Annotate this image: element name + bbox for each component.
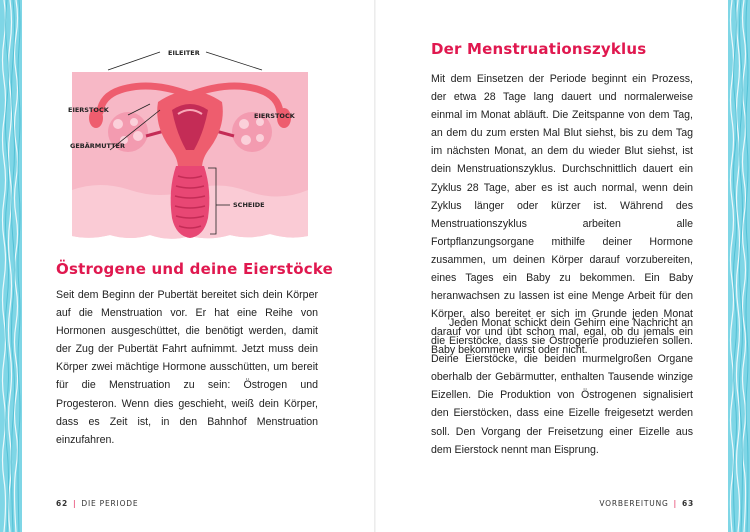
page-number-right: 63: [681, 499, 694, 508]
left-edge-pattern: [0, 0, 22, 532]
right-heading: Der Menstruationszyklus: [431, 40, 647, 58]
left-heading: Östrogene und deine Eierstöcke: [56, 260, 333, 278]
reproductive-organs-diagram: [40, 40, 340, 250]
page-number-left: 62: [56, 499, 69, 508]
vagina-shape: [171, 166, 210, 238]
left-paragraph: Seit dem Beginn der Pubertät bereitet sich dein Körper auf die Menstruation vor. Er hat eine Reihe von Hormonen ausgeschüttet, die benötigt werden, damit der Zug der Pubertät Fahrt aufnimmt. Jetzt muss dein Körper zwei mächtige Hormone ausschütten, um bereit für die Menstruation zu sein: Östrogen und Progesteron. Wenn dies geschieht, weiß dein Körper, dass es Zeit ist, in den Bahnhof Menstruation einzufahren.: [56, 289, 318, 446]
label-scheide: SCHEIDE: [233, 201, 265, 209]
section-name-right: VORBEREITUNG: [599, 499, 669, 508]
right-edge-pattern: [728, 0, 750, 532]
section-name-left: DIE PERIODE: [81, 499, 139, 508]
folio-right: [599, 499, 694, 508]
label-eierstock-left: EIERSTOCK: [68, 106, 109, 114]
right-paragraph-1: Mit dem Einsetzen der Periode beginnt ein Prozess, der etwa 28 Tage lang dauert und normalerweise einmal im Monat abläuft. Die Zeitspanne von dem Tag, an dem du zum ersten Mal Blut siehst, bis zu dem Tag im nächsten Monat, an dem du wieder Blut siehst, ist dein Menstruationszyklus. Durchschnittlich dauert ein Zyklus 28 Tage, aber es ist auch normal, wenn dein Zyklus länger oder kürzer ist. Während des Menstruationszyklus arbeiten alle Fortpflanzungsorgane mithilfe deiner Hormone zusammen, um deinen Körper darauf vorzubereiten, eines Tages ein Baby zu bekommen. Ein Baby heranwachsen zu lassen ist eine Menge Arbeit für den Körper, also bereitet er sich im Grunde jeden Monat darauf vor und übt schon mal, egal, ob du jemals ein Baby bekommen wirst oder nicht.: [431, 73, 693, 357]
folio-separator-right: |: [673, 499, 677, 508]
book-gutter: [374, 0, 376, 532]
right-paragraph-2: Jeden Monat schickt dein Gehirn eine Nachricht an die Eierstöcke, dass sie Östrogene produzieren sollen. Deine Eierstöcke, die beiden murmelgroßen Organe oberhalb der Gebärmutter, enthalten Tausende winzige Eizellen. Die Produktion von Östrogenen signalisiert den Eierstöcken, dass eine Eizelle freigesetzt werden soll. Den Vorgang der Freisetzung einer Eizelle aus dem Eierstock nennt man Eisprung.: [431, 317, 693, 456]
label-eierstock-right: EIERSTOCK: [254, 112, 295, 120]
folio-separator-left: |: [73, 499, 77, 508]
label-gebaermutter: GEBÄRMUTTER: [70, 142, 125, 150]
label-eileiter: EILEITER: [168, 49, 200, 57]
folio-left: [56, 499, 138, 508]
